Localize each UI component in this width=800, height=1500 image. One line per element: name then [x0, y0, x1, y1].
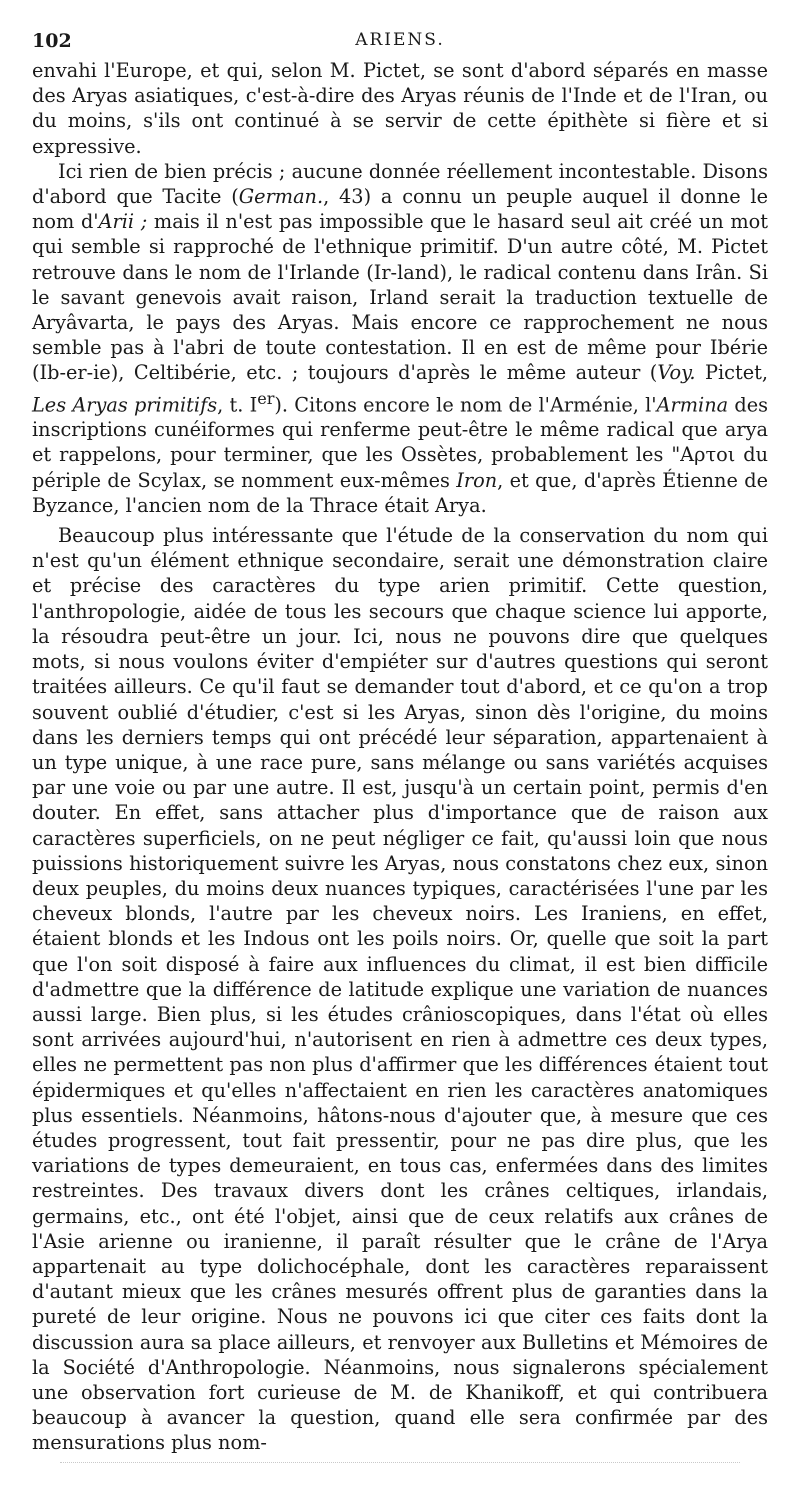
paragraph-aryan-type: [32, 523, 768, 1456]
footer-scan-marks: [60, 1462, 740, 1471]
body-text: [32, 58, 768, 1456]
running-title: ARIENS.: [355, 30, 445, 50]
text-run: , et que, d'après Étienne de Byzance, l'ancien nom de la Thrace était Arya.: [32, 468, 768, 517]
text-run: envahi l'Europe, et qui, selon M. Pictet, se sont d'abord séparés en masse des Aryas asiatiques, c'est-à-dire des Aryas réunis de l'Inde et de l'Iran, ou du moins, s'ils ont continué à se servir de cette épithète si fière et si expressive.: [32, 59, 768, 158]
page-number: 102: [32, 30, 72, 52]
italic-run: Voy.: [657, 361, 696, 385]
text-run: des inscriptions cunéiformes qui renferme peut-être le même radical que arya et rappelons, pour terminer, que les Ossètes, probablement les "Αρτοι du périple de Scylax, se nomment eux-mêmes: [32, 393, 768, 492]
italic-run: German.: [238, 185, 324, 209]
text-run: Pictet,: [695, 361, 769, 385]
italic-run: Armina: [656, 393, 729, 417]
paragraph-names-evidence: [32, 159, 768, 518]
italic-run: Arii ;: [98, 210, 148, 234]
text-run: Ici rien de bien précis ; aucune donnée réellement incontestable. Disons d'abord que Tacite (: [32, 159, 768, 209]
paragraph-continuation: [32, 58, 768, 159]
text-run: , t. I: [217, 393, 258, 417]
text-run: ). Citons encore le nom de l'Arménie, l': [274, 393, 657, 417]
italic-run: Les Aryas primitifs: [32, 393, 218, 417]
superscript-run: er: [257, 388, 275, 408]
text-run: , 43) a connu un peuple auquel il donne le nom d': [32, 185, 768, 234]
text-run: mais il n'est pas impossible que le hasard seul ait créé un mot qui semble si rapproché de l'ethnique primitif. D'un autre côté, M. Pictet retrouve dans le nom de l'Irlande (Ir-land), le radical contenu dans Irân. Si le savant genevois avait raison, Irland serait la traduction textuelle de Aryâvarta, le pays des Aryas. Mais encore ce rapprochement ne nous semble pas à l'abri de toute contestation. Il en est de même pour Ibérie (Ib-er-ie), Celtibérie, etc. ; toujours d'après le même auteur (: [32, 210, 769, 385]
text-run: Beaucoup plus intéressante que l'étude de la conservation du nom qui n'est qu'un élément ethnique secondaire, serait une démonstration claire et précise des caractères du type arien primitif. Cette question, l'anthropologie, aidée de tous les secours que chaque science lui apporte, la résoudra peut-être un jour. Ici, nous ne pouvons dire que quelques mots, si nous voulons éviter d'empiéter sur d'autres questions qui seront traitées ailleurs. Ce qu'il faut se demander tout d'abord, et ce qu'on a trop souvent oublié d'étudier, c'est si les Aryas, sinon dès l'origine, du moins dans les derniers temps qui ont précédé leur séparation, appartenaient à un type unique, à une race pure, sans mélange ou sans variétés acquises par une voie ou par une autre. Il est, jusqu'à un certain point, permis d'en douter. En effet, sans attacher plus d'importance que de raison aux caractères superficiels, on ne peut négliger ce fait, qu'aussi loin que nous puissions historiquement suivre les Aryas, nous constatons chez eux, sinon deux peuples, du moins deux nuances typiques, caractérisées l'une par les cheveux blonds, l'autre par les cheveux noirs. Les Iraniens, en effet, étaient blonds et les Indous ont les poils noirs. Or, quelle que soit la part que l'on soit disposé à faire aux influences du climat, il est bien difficile d'admettre que la différence de latitude explique une variation de nuances aussi large. Bien plus, si les études crânioscopiques, dans l'état où elles sont arrivées aujourd'hui, n'autorisent en rien à admettre ces deux types, elles ne permettent pas non plus d'affirmer que les différences étaient tout épidermiques et qu'elles n'affectaient en rien les caractères anatomiques plus essentiels. Néanmoins, hâtons-nous d'ajouter que, à mesure que ces études progressent, tout fait pressentir, pour ne pas dire plus, que les variations de types demeuraient, en tous cas, enfermées dans des limites restreintes. Des travaux divers dont les crânes celtiques, irlandais, germains, etc., ont été l'objet, ainsi que de ceux relatifs aux crânes de l'Asie arienne ou iranienne, il paraît résulter que le crâne de l'Arya appartenait au type dolichocéphale, dont les caractères reparaissent d'autant mieux que les crânes mesurés offrent plus de garanties dans la pureté de leur origine. Nous ne pouvons ici que citer ces faits dont la discussion aura sa place ailleurs, et renvoyer aux Bulletins et Mémoires de la Société d'Anthropologie. Néanmoins, nous signalerons spécialement une observation fort curieuse de M. de Khanikoff, et qui contribuera beaucoup à avancer la question, quand elle sera confirmée par des mensurations plus nom-: [32, 524, 768, 1455]
italic-run: Iron: [456, 468, 498, 492]
page-header: [32, 30, 768, 54]
